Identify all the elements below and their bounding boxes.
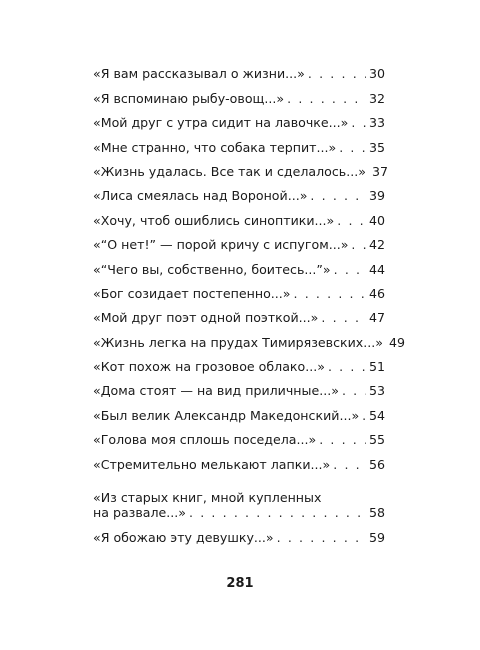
- toc-entry-title: «Я обожаю эту девушку...»: [93, 529, 274, 545]
- toc-entry: [93, 277, 385, 301]
- toc-entry: [93, 447, 385, 471]
- dot-leader: [333, 457, 366, 472]
- toc-entry: [93, 398, 385, 422]
- dot-leader: [287, 91, 366, 106]
- toc-entry-title: «Дома стоят — на вид приличные...»: [93, 383, 339, 399]
- toc-entry: [93, 252, 385, 276]
- dot-leader: [334, 262, 366, 277]
- dot-leader: [319, 432, 366, 447]
- toc-entry-page: 59: [368, 529, 385, 545]
- dot-leader: [294, 286, 366, 301]
- toc-entry-title: «Я вам рассказывал о жизни...»: [93, 66, 305, 82]
- page-number: 281: [226, 576, 254, 591]
- dot-leader: [339, 140, 366, 155]
- toc-entry: [93, 301, 385, 325]
- toc-entry-page: 49: [388, 334, 405, 350]
- dot-leader: [308, 66, 366, 81]
- toc-entry: [93, 106, 385, 130]
- toc-entry-page: 46: [368, 285, 385, 301]
- toc-entry-title: «Мне странно, что собака терпит...»: [93, 139, 337, 155]
- toc-entry-title: «“Чего вы, собственно, боитесь...”»: [93, 261, 331, 277]
- toc-entry-page: 35: [368, 139, 385, 155]
- toc-entry-page: 42: [368, 237, 385, 253]
- toc-entry-page: 39: [368, 188, 385, 204]
- toc-entry-page: 33: [368, 115, 385, 131]
- toc-entry-title: «Мой друг с утра сидит на лавочке...»: [93, 115, 349, 131]
- toc-entry-page: 44: [368, 261, 385, 277]
- dot-leader: [351, 237, 366, 252]
- table-of-contents: [93, 57, 405, 545]
- toc-entry-page: 53: [368, 383, 385, 399]
- toc-entry-page: 56: [368, 456, 385, 472]
- toc-entry-title: «“О нет!” — порой кричу с испугом...»: [93, 237, 349, 253]
- toc-entry-last-line: [93, 505, 385, 520]
- toc-entry-page: 32: [368, 90, 385, 106]
- toc-entry-page: 58: [368, 505, 385, 521]
- toc-entry-title: «Был велик Александр Македонский...»: [93, 407, 360, 423]
- toc-entry: [93, 228, 385, 252]
- toc-entry-title-line2: на развале...»: [93, 505, 187, 521]
- dot-leader: [342, 383, 366, 398]
- toc-entry-title: «Хочу, чтоб ошиблись синоптики...»: [93, 212, 335, 228]
- toc-entry-page: 37: [371, 163, 388, 179]
- toc-entry: [93, 130, 385, 154]
- toc-entry: [93, 203, 385, 227]
- dot-leader: [362, 408, 366, 423]
- toc-entry: [93, 155, 388, 179]
- dot-leader: [189, 505, 366, 520]
- toc-entry-title: «Жизнь удалась. Все так и сделалось...»: [93, 163, 366, 179]
- toc-entry-title: «Голова моя сплошь поседела...»: [93, 432, 317, 448]
- toc-entry: [93, 81, 385, 105]
- dot-leader: [310, 188, 366, 203]
- toc-entry: [93, 325, 405, 350]
- toc-entry-title: «Мой друг поэт одной поэткой...»: [93, 310, 319, 326]
- toc-entry: [93, 520, 385, 544]
- dot-leader: [321, 310, 366, 325]
- toc-entry: [93, 374, 385, 398]
- toc-entry-title: «Лиса смеялась над Вороной...»: [93, 188, 308, 204]
- toc-entry: [93, 179, 385, 203]
- toc-entry-page: 47: [368, 310, 385, 326]
- dot-leader: [337, 213, 366, 228]
- toc-entry: [93, 57, 385, 81]
- toc-entry-page: 40: [368, 212, 385, 228]
- toc-entry-page: 51: [368, 359, 385, 375]
- toc-entry-page: 55: [368, 432, 385, 448]
- toc-entry-page: 30: [368, 66, 385, 82]
- toc-entry: [93, 350, 385, 374]
- toc-entry-title-line1: «Из старых книг, мной купленных: [93, 490, 322, 506]
- toc-entry: [93, 423, 385, 447]
- dot-leader: [328, 359, 366, 374]
- toc-entry-title: «Кот похож на грозовое облако...»: [93, 359, 325, 375]
- toc-entry-title: «Бог созидает постепенно...»: [93, 285, 291, 301]
- toc-entry-title: «Жизнь легка на прудах Тимирязевских...»: [93, 334, 383, 350]
- dot-leader: [351, 115, 366, 130]
- toc-entry-title: «Стремительно мелькают лапки...»: [93, 456, 331, 472]
- toc-entry-two-line: [93, 472, 385, 521]
- dot-leader: [277, 530, 366, 545]
- toc-entry-title: «Я вспоминаю рыбу-овощ...»: [93, 90, 285, 106]
- toc-entry-page: 54: [368, 407, 385, 423]
